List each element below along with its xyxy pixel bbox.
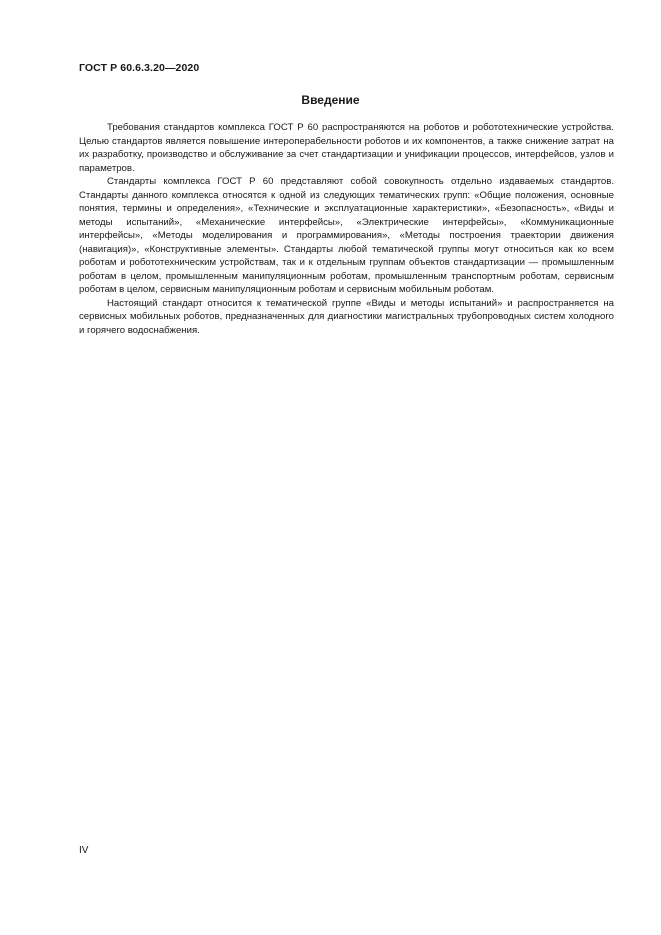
- section-title: Введение: [301, 93, 360, 107]
- paragraph-applicability: Настоящий стандарт относится к тематической группе «Виды и методы испытаний» и распространяется на сервисных мобильных роботов, предназначенных для диагностики магистральных трубопроводных систем холодного и горячего водоснабжения.: [79, 297, 614, 336]
- paragraph-scope: Требования стандартов комплекса ГОСТ Р 60 распространяются на роботов и робототехнические устройства. Целью стандартов является повышение интероперабельности роботов и их компонентов, а также снижение затрат на их разработку, производство и обслуживание за счет стандартизации и унификации процессов, интерфейсов, узлов и параметров.: [79, 122, 614, 174]
- paragraph-groups: Стандарты комплекса ГОСТ Р 60 представляют собой совокупность отдельно издаваемых стандартов. Стандарты данного комплекса относятся к одной из следующих тематических групп: «Общие положения, основные понятия, термины и определения», «Технические и эксплуатационные характеристики», «Безопасность», «Виды и методы испытаний», «Механические интерфейсы», «Электрические интерфейсы», «Коммуникационные интерфейсы», «Методы моделирования и программирования», «Методы построения траектории движения (навигация)», «Конструктивные элементы». Стандарты любой тематической группы могут относиться как ко всем роботам и робототехническим устройствам, так и к отдельным группам объектов стандартизации — промышленным роботам в целом, промышленным манипуляционным роботам, промышленным транспортным роботам, сервисным роботам в целом, сервисным манипуляционным роботам и сервисным мобильным роботам.: [79, 176, 614, 295]
- standard-header: ГОСТ Р 60.6.3.20—2020: [79, 62, 200, 74]
- body-text: [79, 121, 614, 337]
- page-number: IV: [79, 845, 89, 856]
